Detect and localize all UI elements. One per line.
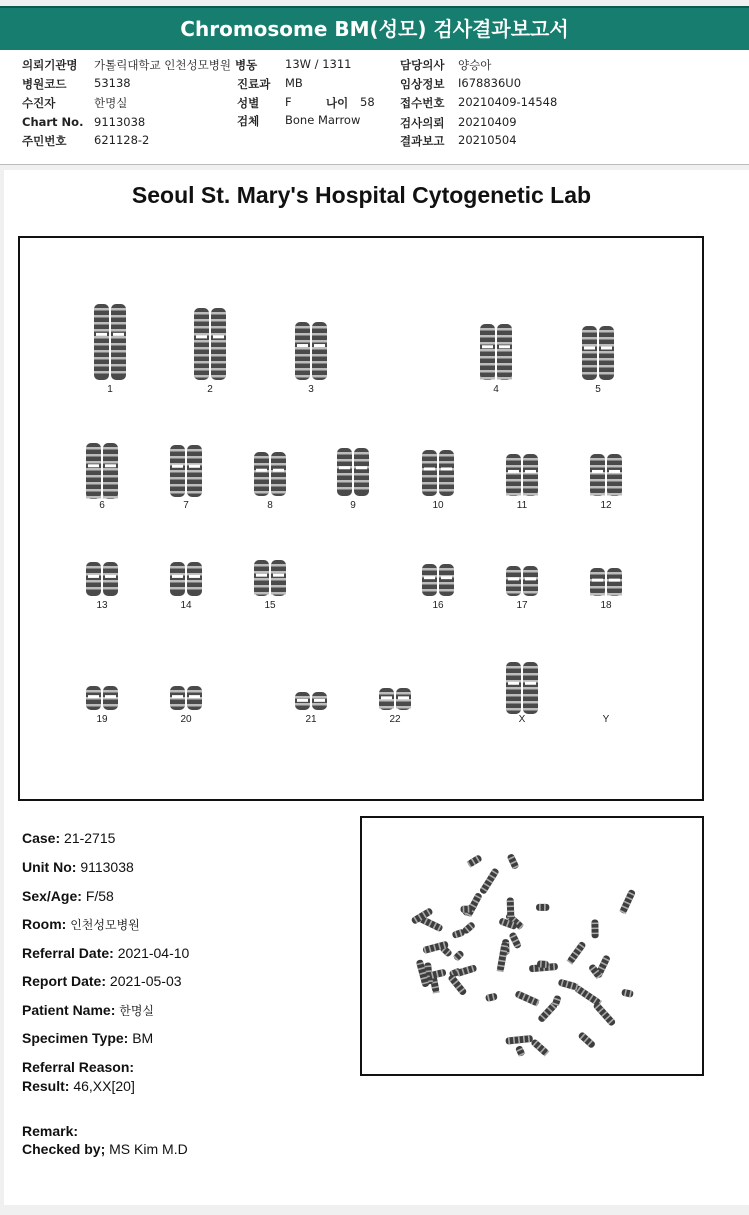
referral-date-value: 2021-04-10 — [117, 945, 190, 961]
metaphase-chromosome — [465, 892, 483, 918]
metaphase-chromosome — [558, 979, 579, 991]
metaphase-chromosome — [507, 897, 515, 918]
unit-label: Unit No: — [22, 859, 77, 875]
referral-reason-label: Referral Reason: — [22, 1059, 135, 1075]
case-value: 21-2715 — [64, 830, 116, 846]
chromosome-label-1: 1 — [107, 384, 113, 395]
result-value: 46,XX[20] — [73, 1078, 135, 1094]
chromosome-label-20: 20 — [180, 714, 192, 725]
room-value: 인천성모병원 — [70, 918, 140, 932]
metaphase-chromosome — [530, 1038, 549, 1056]
chromosome-label-21: 21 — [305, 714, 317, 725]
chromosome-pair-9 — [333, 448, 373, 496]
checked-label: Checked by; — [22, 1141, 106, 1157]
chromosome-pair-19 — [82, 686, 122, 710]
chromosome-label-Y: Y — [602, 714, 610, 725]
patient-info-panel — [0, 50, 749, 165]
metaphase-chromosome — [505, 1035, 533, 1045]
specimen-label: 검체 — [237, 114, 260, 128]
chromosome-label-13: 13 — [96, 600, 108, 611]
chart-value: 9113038 — [94, 115, 146, 129]
patient-name-label: Patient Name: — [22, 1002, 116, 1018]
chromosome-pair-7 — [166, 445, 206, 497]
chromosome-pair-18 — [586, 568, 626, 596]
id-value: 621128-2 — [94, 133, 150, 147]
metaphase-chromosome — [591, 919, 598, 938]
page-title: Chromosome BM(성모) 검사결과보고서 — [180, 17, 569, 41]
receipt-label: 접수번호 — [400, 96, 445, 110]
chromosome-label-14: 14 — [180, 600, 192, 611]
chromosome-pair-2 — [190, 308, 230, 380]
chromosome-pair-15 — [250, 560, 290, 596]
metaphase-chromosome — [485, 993, 498, 1002]
chromosome-label-6: 6 — [99, 500, 105, 511]
metaphase-chromosome — [537, 960, 549, 968]
result-label: Result: — [22, 1078, 70, 1094]
sex-value: F — [285, 95, 292, 109]
chromosome-pair-10 — [418, 450, 458, 496]
chromosome-pair-22 — [375, 688, 415, 710]
report-date-value: 2021-05-03 — [109, 973, 182, 989]
chart-label: Chart No. — [22, 115, 84, 129]
lab-title: Seoul St. Mary's Hospital Cytogenetic Lab — [131, 182, 592, 208]
sexage-value: F/58 — [85, 888, 114, 904]
chromosome-label-22: 22 — [389, 714, 401, 725]
checked-value: MS Kim M.D — [109, 1141, 188, 1157]
metaphase-chromosome — [455, 964, 477, 977]
chromosome-pair-12 — [586, 454, 626, 496]
chromosome-label-15: 15 — [264, 600, 276, 611]
metaphase-chromosome — [447, 974, 467, 997]
chromosome-pair-8 — [250, 452, 290, 496]
chromosome-label-2: 2 — [207, 384, 213, 395]
chromosome-label-19: 19 — [96, 714, 108, 725]
chromosome-pair-13 — [82, 562, 122, 596]
result-report-label: 결과보고 — [400, 134, 445, 148]
report-date-label: Report Date: — [22, 973, 107, 989]
clinical-value: I678836U0 — [458, 76, 522, 90]
unit-value: 9113038 — [80, 859, 134, 875]
clinical-label: 임상정보 — [400, 77, 445, 91]
chromosome-pair-4 — [476, 324, 516, 380]
specimen-value: Bone Marrow — [285, 113, 361, 127]
chromosome-label-16: 16 — [432, 600, 444, 611]
metaphase-chromosome — [479, 867, 500, 895]
chromosome-pair-14 — [166, 562, 206, 596]
metaphase-chromosome — [497, 942, 509, 972]
chromosome-pair-3 — [291, 322, 331, 380]
referral-date-label: Referral Date: — [22, 945, 114, 961]
metaphase-chromosome — [507, 853, 520, 870]
hospital-code-value: 53138 — [94, 76, 131, 90]
cytogenetic-report — [4, 170, 749, 1205]
receipt-value: 20210409-14548 — [458, 95, 558, 109]
chromosome-label-5: 5 — [595, 384, 601, 395]
age-value: 58 — [360, 95, 375, 109]
report-title-bar — [0, 6, 749, 50]
specimen-type-label: Specimen Type: — [22, 1030, 129, 1046]
metaphase-chromosome — [453, 950, 465, 962]
institution-label: 의뢰기관명 — [22, 58, 78, 72]
karyotype-figure — [18, 236, 704, 801]
specimen-type-value: BM — [132, 1030, 154, 1046]
chromosome-label-8: 8 — [267, 500, 273, 511]
chromosome-pair-17 — [502, 566, 542, 596]
chromosome-pair-5 — [578, 326, 618, 380]
patient-name-value: 한명실 — [119, 1004, 155, 1018]
hospital-code-label: 병원코드 — [22, 77, 67, 91]
chromosome-label-10: 10 — [432, 500, 444, 511]
metaphase-chromosome — [567, 941, 587, 965]
id-label: 주민번호 — [22, 134, 67, 148]
chromosome-pair-11 — [502, 454, 542, 496]
metaphase-chromosome — [592, 1001, 616, 1026]
ward-label: 병동 — [235, 58, 258, 72]
metaphase-chromosome — [577, 1031, 596, 1049]
chromosome-pair-X — [502, 662, 542, 714]
chromosome-pair-20 — [166, 686, 206, 710]
patient-label: 수진자 — [22, 96, 56, 110]
room-label: Room: — [22, 916, 67, 932]
dept-value: MB — [285, 76, 303, 90]
chromosome-label-17: 17 — [516, 600, 528, 611]
doctor-value: 양승아 — [458, 58, 492, 72]
metaphase-chromosome — [515, 1045, 526, 1057]
request-value: 20210409 — [458, 115, 517, 129]
chromosome-pair-6 — [82, 443, 122, 499]
metaphase-chromosome — [536, 904, 549, 911]
chromosome-label-4: 4 — [493, 384, 499, 395]
remark-label: Remark: — [22, 1123, 79, 1139]
metaphase-chromosome — [460, 905, 472, 912]
doctor-label: 담당의사 — [400, 58, 445, 72]
chromosome-label-18: 18 — [600, 600, 612, 611]
metaphase-chromosome — [619, 889, 636, 915]
chromosome-pair-16 — [418, 564, 458, 596]
case-label: Case: — [22, 830, 61, 846]
sex-label: 성별 — [237, 96, 260, 110]
metaphase-image — [360, 816, 704, 1076]
metaphase-chromosome — [467, 854, 483, 868]
chromosome-pair-21 — [291, 692, 331, 710]
chromosome-label-7: 7 — [183, 500, 189, 511]
request-label: 검사의뢰 — [400, 116, 445, 130]
metaphase-chromosome — [621, 989, 634, 998]
metaphase-chromosome — [514, 990, 540, 1007]
metaphase-chromosome — [452, 928, 466, 938]
chromosome-label-3: 3 — [308, 384, 314, 395]
ward-value: 13W / 1311 — [285, 57, 352, 71]
chromosome-label-X: X — [518, 714, 526, 725]
metaphase-spread — [362, 818, 702, 1074]
metaphase-chromosome — [508, 931, 522, 949]
chromosome-pair-1 — [90, 304, 130, 380]
sexage-label: Sex/Age: — [22, 888, 82, 904]
age-label: 나이 — [326, 96, 349, 110]
chromosome-label-12: 12 — [600, 500, 612, 511]
institution-value: 가톨릭대학교 인천성모병원 — [94, 58, 231, 72]
chromosome-label-11: 11 — [516, 500, 528, 511]
chromosome-label-9: 9 — [350, 500, 356, 511]
dept-label: 진료과 — [237, 77, 271, 91]
result-report-value: 20210504 — [458, 133, 517, 147]
patient-value: 한명실 — [94, 96, 128, 110]
